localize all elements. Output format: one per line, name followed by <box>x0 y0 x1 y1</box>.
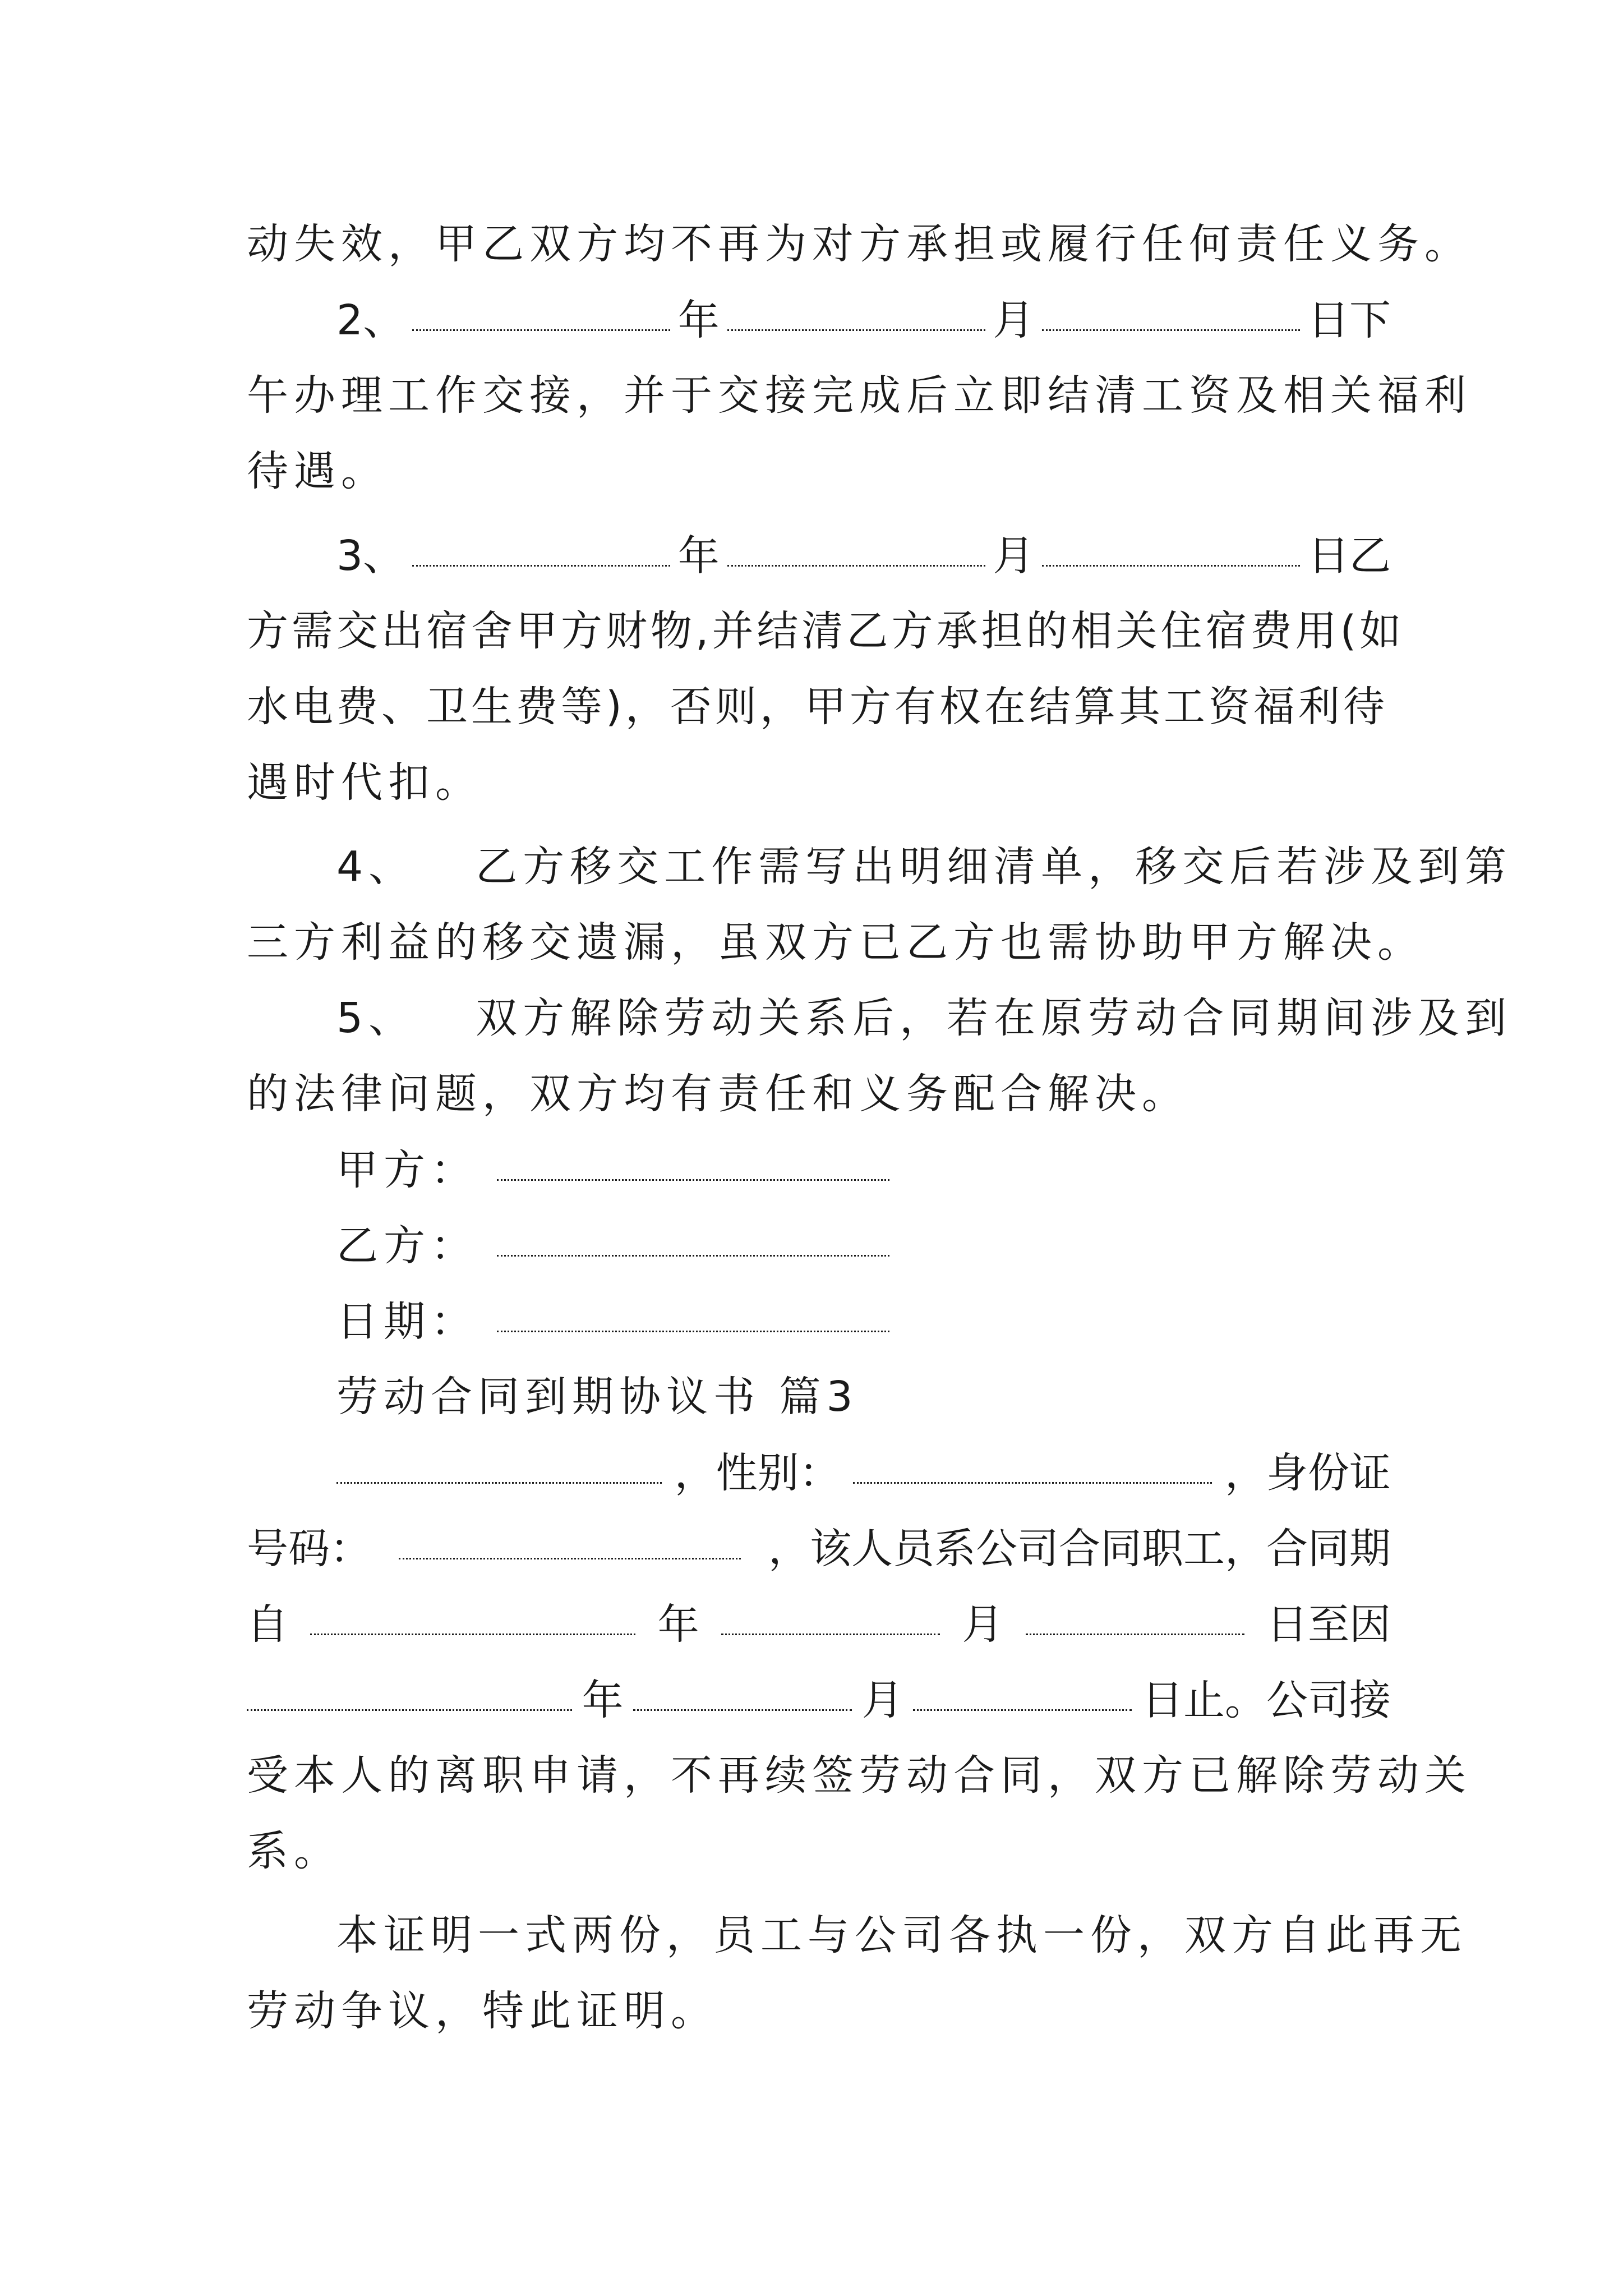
month-label: 月 <box>962 1600 1004 1649</box>
certificate-line-3 <box>247 1593 1391 1655</box>
end-year-blank[interactable] <box>247 1665 572 1711</box>
signature-date <box>336 1290 1481 1352</box>
item-4-line <box>336 836 1513 898</box>
from-label: 自 <box>247 1600 288 1649</box>
start-year-blank[interactable] <box>310 1590 635 1635</box>
paragraph-line: 的法律问题，双方均有责任和义务配合解决。 <box>247 1070 1189 1118</box>
party-b-label: 乙方： <box>336 1222 478 1270</box>
section-heading: 劳动合同到期协议书 篇3 <box>336 1373 859 1421</box>
paragraph-line: 午办理工作交接，并于交接完成后立即结清工资及相关福利 <box>247 371 1472 420</box>
end-month-blank[interactable] <box>633 1665 852 1711</box>
party-a-blank[interactable] <box>497 1135 889 1181</box>
paragraph-line: 水电费、卫生费等)，否则，甲方有权在结算其工资福利待 <box>247 683 1388 731</box>
id-number-blank[interactable] <box>399 1514 741 1559</box>
paragraph-line: 待遇。 <box>247 447 388 495</box>
paragraph-line: 动失效，甲乙双方均不再为对方承担或履行任何责任义务。 <box>247 220 1472 268</box>
certificate-line-2 <box>247 1517 1391 1579</box>
item-number: 4、 <box>336 843 416 891</box>
signature-party-b <box>336 1214 1481 1276</box>
month-blank <box>727 286 985 331</box>
month-blank <box>727 521 985 567</box>
day-label: 日下 <box>1307 296 1391 344</box>
paragraph-line: 三方利益的移交遗漏，虽双方已乙方也需协助甲方解决。 <box>247 918 1424 967</box>
year-blank <box>412 286 670 331</box>
item-2-date-line <box>336 289 1391 351</box>
item-number: 2、 <box>336 296 405 344</box>
item-5-line <box>336 987 1513 1049</box>
until-label: 日至因 <box>1266 1600 1391 1649</box>
gender-label: ，性别： <box>674 1449 841 1497</box>
year-label: 年 <box>657 1600 699 1649</box>
end-label: 日止。公司接 <box>1141 1676 1391 1724</box>
paragraph-line: 受本人的离职申请，不再续签劳动合同，双方已解除劳动关 <box>247 1751 1472 1800</box>
paragraph-line: 本证明一式两份，员工与公司各执一份，双方自此再无 <box>336 1911 1467 1959</box>
item-number: 3、 <box>336 532 405 580</box>
id-label-tail: ，身份证 <box>1224 1449 1391 1497</box>
day-label: 日乙 <box>1307 532 1391 580</box>
year-blank <box>412 521 670 567</box>
signature-party-a <box>336 1139 1481 1200</box>
paragraph-line: 方需交出宿舍甲方财物,并结清乙方承担的相关住宿费用(如 <box>247 607 1405 655</box>
month-label: 月 <box>993 296 1035 344</box>
item-3-date-line <box>336 524 1391 586</box>
paragraph-line: 系。 <box>247 1827 341 1875</box>
paragraph-line: 遇时代扣。 <box>247 758 482 807</box>
day-blank <box>1042 286 1300 331</box>
gender-blank[interactable] <box>853 1438 1212 1484</box>
paragraph-text: 双方解除劳动关系后，若在原劳动合同期间涉及到 <box>476 994 1513 1042</box>
employee-text: ，该人员系公司合同职工，合同期 <box>768 1525 1391 1573</box>
start-day-blank[interactable] <box>1026 1590 1244 1635</box>
start-month-blank[interactable] <box>721 1590 940 1635</box>
certificate-line-4 <box>247 1669 1391 1731</box>
paragraph-line: 劳动争议，特此证明。 <box>247 1987 718 2035</box>
year-label: 年 <box>677 532 720 580</box>
year-label: 年 <box>582 1676 624 1724</box>
paragraph-text: 乙方移交工作需写出明细清单，移交后若涉及到第 <box>476 843 1513 891</box>
id-label: 号码： <box>247 1525 371 1573</box>
name-blank[interactable] <box>336 1438 662 1484</box>
party-a-label: 甲方： <box>336 1146 478 1194</box>
year-label: 年 <box>677 296 720 344</box>
certificate-line-1 <box>336 1442 1391 1503</box>
item-number: 5、 <box>336 994 416 1042</box>
month-label: 月 <box>993 532 1035 580</box>
date-blank[interactable] <box>497 1287 889 1332</box>
party-b-blank[interactable] <box>497 1211 889 1257</box>
month-label: 月 <box>861 1676 903 1724</box>
date-label: 日期： <box>336 1297 478 1346</box>
end-day-blank[interactable] <box>913 1665 1132 1711</box>
day-blank <box>1042 521 1300 567</box>
